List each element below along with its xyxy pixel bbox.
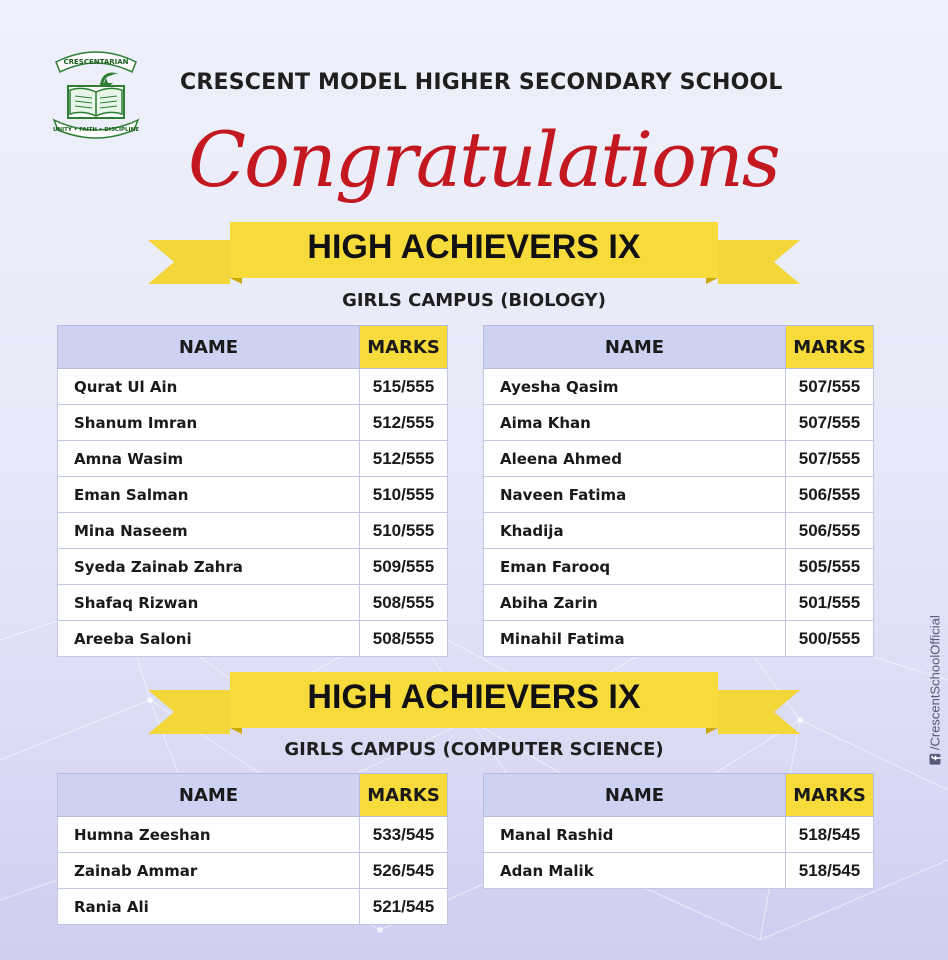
table-row — [484, 621, 874, 657]
table-row — [484, 853, 874, 889]
student-name: Khadija — [484, 513, 786, 549]
student-marks: 510/555 — [360, 513, 448, 549]
student-name: Minahil Fatima — [484, 621, 786, 657]
facebook-page-tag — [923, 600, 947, 780]
student-name: Aima Khan — [484, 405, 786, 441]
student-name: Qurat Ul Ain — [58, 369, 360, 405]
ribbon-title: HIGH ACHIEVERS IX — [307, 228, 641, 266]
student-name: Eman Farooq — [484, 549, 786, 585]
column-header-marks: MARKS — [360, 774, 448, 817]
student-marks: 518/545 — [786, 853, 874, 889]
table-row — [58, 513, 448, 549]
student-marks: 509/555 — [360, 549, 448, 585]
student-marks: 500/555 — [786, 621, 874, 657]
table-row — [58, 369, 448, 405]
student-marks: 512/555 — [360, 405, 448, 441]
school-logo — [48, 40, 144, 140]
column-header-marks: MARKS — [786, 326, 874, 369]
student-marks: 507/555 — [786, 441, 874, 477]
column-header-marks: MARKS — [786, 774, 874, 817]
column-header-marks: MARKS — [360, 326, 448, 369]
ribbon-title: HIGH ACHIEVERS IX — [307, 678, 641, 716]
facebook-icon — [930, 754, 941, 765]
campus-heading-computer-science: GIRLS CAMPUS (COMPUTER SCIENCE) — [284, 739, 664, 760]
student-name: Ayesha Qasim — [484, 369, 786, 405]
table-row — [484, 549, 874, 585]
student-name: Syeda Zainab Zahra — [58, 549, 360, 585]
ribbon-section-1 — [148, 214, 800, 286]
student-marks: 515/555 — [360, 369, 448, 405]
student-marks: 533/545 — [360, 817, 448, 853]
student-name: Humna Zeeshan — [58, 817, 360, 853]
student-marks: 506/555 — [786, 513, 874, 549]
congratulations-title: Congratulations — [188, 115, 779, 204]
ribbon-section-2 — [148, 664, 800, 736]
student-marks: 506/555 — [786, 477, 874, 513]
student-name: Rania Ali — [58, 889, 360, 925]
student-name: Shanum Imran — [58, 405, 360, 441]
results-table-biology-right — [483, 325, 874, 657]
table-row — [484, 817, 874, 853]
student-name: Zainab Ammar — [58, 853, 360, 889]
student-name: Naveen Fatima — [484, 477, 786, 513]
student-name: Mina Naseem — [58, 513, 360, 549]
student-marks: 510/555 — [360, 477, 448, 513]
table-row — [484, 477, 874, 513]
table-row — [484, 441, 874, 477]
facebook-handle: /CrescentSchoolOfficial — [927, 615, 943, 751]
student-marks: 508/555 — [360, 621, 448, 657]
table-row — [58, 889, 448, 925]
table-row — [484, 585, 874, 621]
student-name: Adan Malik — [484, 853, 786, 889]
table-row — [484, 513, 874, 549]
student-marks: 501/555 — [786, 585, 874, 621]
student-name: Shafaq Rizwan — [58, 585, 360, 621]
table-row — [58, 549, 448, 585]
student-name: Abiha Zarin — [484, 585, 786, 621]
column-header-name: NAME — [484, 774, 786, 817]
table-row — [484, 405, 874, 441]
column-header-name: NAME — [58, 774, 360, 817]
table-row — [58, 477, 448, 513]
table-row — [58, 441, 448, 477]
results-table-biology-left — [57, 325, 448, 657]
student-marks: 526/545 — [360, 853, 448, 889]
logo-top-text: CRESCENTARIAN — [63, 58, 129, 66]
table-row — [58, 621, 448, 657]
student-marks: 521/545 — [360, 889, 448, 925]
student-name: Areeba Saloni — [58, 621, 360, 657]
results-table-cs-left — [57, 773, 448, 925]
student-marks: 505/555 — [786, 549, 874, 585]
table-row — [58, 817, 448, 853]
student-marks: 507/555 — [786, 405, 874, 441]
student-name: Aleena Ahmed — [484, 441, 786, 477]
student-marks: 507/555 — [786, 369, 874, 405]
student-marks: 508/555 — [360, 585, 448, 621]
student-marks: 512/555 — [360, 441, 448, 477]
student-name: Eman Salman — [58, 477, 360, 513]
campus-heading-biology: GIRLS CAMPUS (BIOLOGY) — [342, 290, 606, 311]
student-name: Manal Rashid — [484, 817, 786, 853]
student-marks: 518/545 — [786, 817, 874, 853]
student-name: Amna Wasim — [58, 441, 360, 477]
school-name: CRESCENT MODEL HIGHER SECONDARY SCHOOL — [180, 70, 783, 95]
logo-bottom-text: UNITY • FAITH • DISCIPLINE — [53, 127, 139, 133]
table-row — [484, 369, 874, 405]
table-row — [58, 585, 448, 621]
column-header-name: NAME — [58, 326, 360, 369]
results-table-cs-right — [483, 773, 874, 889]
column-header-name: NAME — [484, 326, 786, 369]
table-row — [58, 405, 448, 441]
table-row — [58, 853, 448, 889]
